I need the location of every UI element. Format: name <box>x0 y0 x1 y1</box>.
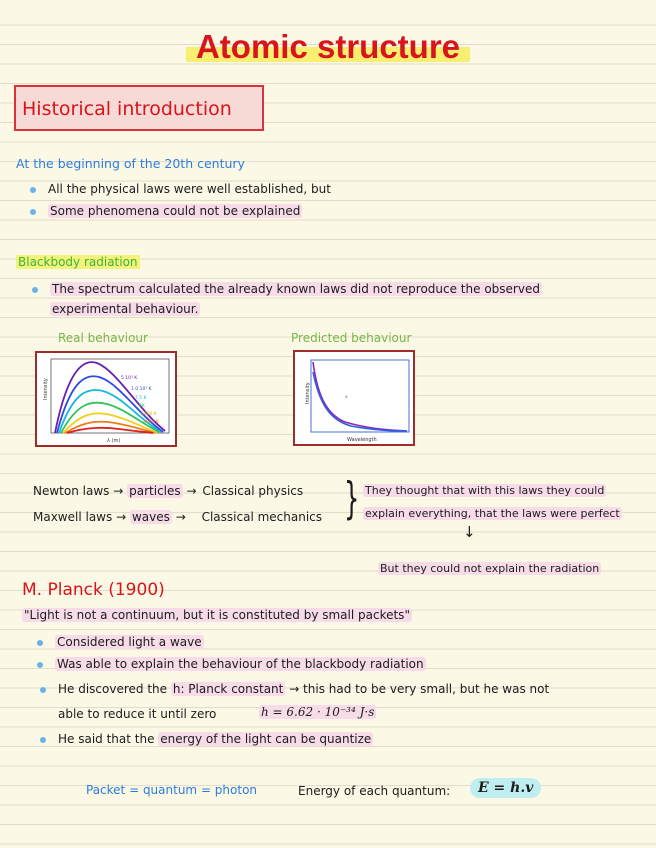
temp-label: 6K <box>139 404 145 409</box>
energy-label: Energy of each quantum: <box>298 784 451 798</box>
pred-ylabel: Intensity <box>305 382 311 404</box>
down-arrow: ↓ <box>463 523 476 541</box>
list-item: Was able to explain the behaviour of the blackbody radiation <box>57 657 424 671</box>
temp-label: 5 10³ K <box>121 376 138 381</box>
section-heading-historical: Historical introduction <box>14 85 264 131</box>
real-behaviour-label: Real behaviour <box>58 331 148 345</box>
classical-row-1: Newton laws → particles → Classical physics <box>33 484 304 498</box>
list-item: The spectrum calculated the already known laws did not reproduce the observed <box>52 282 540 296</box>
temp-label: 1.0 10³ K <box>131 387 152 392</box>
planck-constant-value: h = 6.62 · 10⁻³⁴ J·s <box>261 705 375 719</box>
temp-label: 7.5 K <box>135 396 147 401</box>
list-item: He said that the energy of the light can be quantize <box>58 732 372 746</box>
classical-note-2: explain everything, that the laws were perfect <box>365 507 620 520</box>
real-ylabel: Intensity <box>43 378 49 400</box>
heading-planck: M. Planck (1900) <box>22 580 165 600</box>
plot-frame <box>311 360 409 432</box>
predicted-behaviour-label: Predicted behaviour <box>291 331 412 345</box>
heading-beginning: At the beginning of the 20th century <box>16 156 245 171</box>
list-item: Some phenomena could not be explained <box>50 204 301 218</box>
classical-conclusion: But they could not explain the radiation <box>380 562 600 575</box>
temp-label: 5000 K <box>141 412 157 417</box>
classical-row-2: Maxwell laws → waves → Classical mechanics <box>33 510 323 524</box>
energy-formula: E = h.v <box>470 780 541 796</box>
curve-note: x <box>345 395 348 400</box>
planck-quote: "Light is not a continuum, but it is constituted by small packets" <box>24 608 410 622</box>
predicted-behaviour-figure <box>293 350 415 446</box>
list-item-continuation: experimental behaviour. <box>52 302 199 316</box>
page-title: Atomic structure <box>0 28 656 66</box>
predicted-spectrum-plot <box>295 352 413 444</box>
list-item: Considered light a wave <box>57 635 202 649</box>
list-item-continuation: able to reduce it until zero <box>58 707 217 721</box>
pred-xlabel: Wavelength <box>347 437 377 443</box>
real-behaviour-figure <box>35 351 177 447</box>
classical-note-1: They thought that with this laws they could <box>365 484 605 497</box>
heading-blackbody: Blackbody radiation <box>18 255 138 269</box>
temp-label: 4000 K <box>143 420 159 425</box>
real-spectrum-plot <box>37 353 175 445</box>
list-item: He discovered the h: Planck constant → this had to be very small, but he was not <box>58 682 550 696</box>
list-item: All the physical laws were well established, but <box>48 182 331 196</box>
packet-quantum-photon: Packet = quantum = photon <box>86 783 258 797</box>
grouping-brace: } <box>344 473 360 524</box>
real-xlabel: λ (m) <box>107 438 121 444</box>
